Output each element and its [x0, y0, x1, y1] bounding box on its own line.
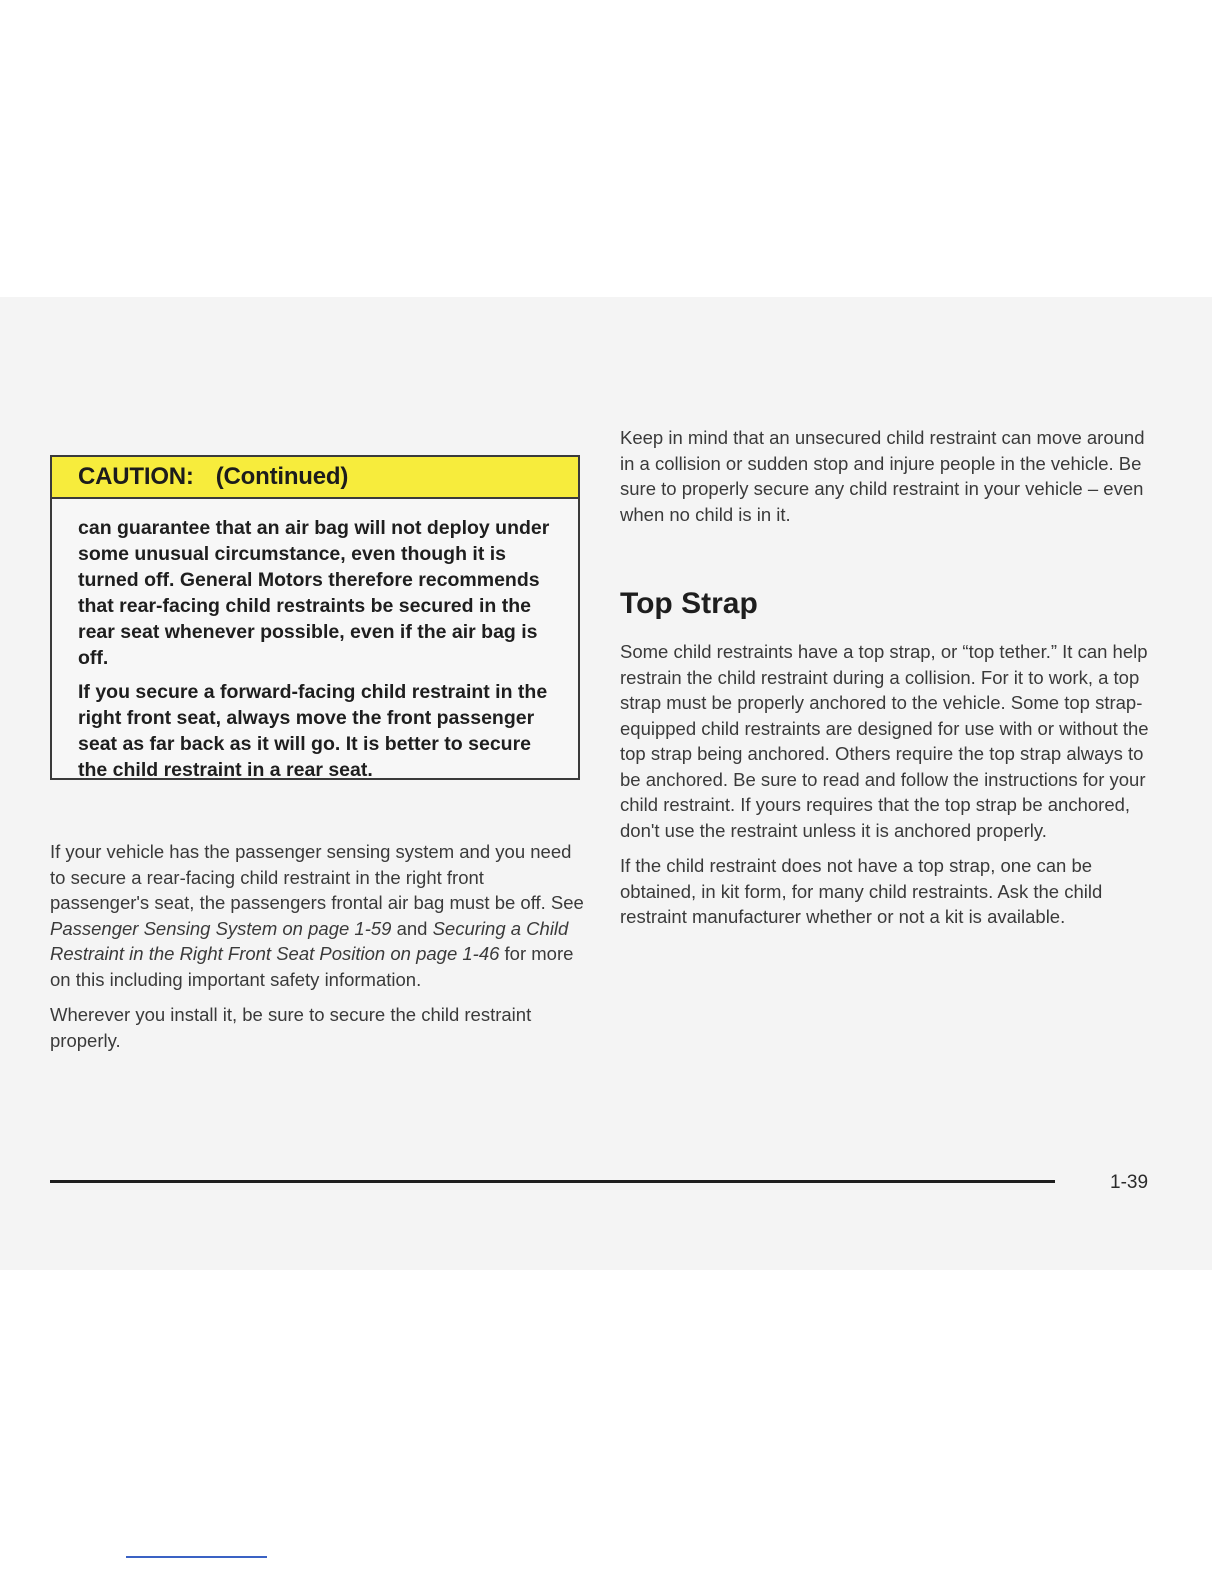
- install-paragraph: Wherever you install it, be sure to secure the child restraint properly.: [50, 1004, 532, 1051]
- text-run: for more on this including important safety information.: [50, 943, 574, 990]
- bottom-rule-line: [126, 1556, 267, 1558]
- caution-header: [52, 457, 578, 499]
- left-body-text: [50, 839, 585, 1063]
- cross-reference-right-front-seat: Securing a Child Restraint in the Right Front Seat Position on page 1-46: [50, 917, 569, 964]
- text-run: and: [391, 917, 433, 939]
- top-strap-body: [620, 639, 1160, 940]
- caution-body: [52, 499, 578, 783]
- caution-paragraph: If you secure a forward-facing child restraint in the right front seat, always move the front passenger seat as far back as it will go. It is better to secure the child restraint in a rear seat.: [78, 681, 548, 781]
- caution-label: CAUTION:: [78, 463, 194, 490]
- passenger-sensing-paragraph: [50, 839, 585, 992]
- section-heading-top-strap: Top Strap: [620, 587, 758, 620]
- cross-reference-passenger-sensing: Passenger Sensing System on page 1-59: [50, 917, 392, 939]
- caution-paragraph: can guarantee that an air bag will not deploy under some unusual circumstance, even though it is turned off. General Motors therefore recommends that rear-facing child restraints be secured in the rear seat whenever possible, even if the air bag is off.: [78, 517, 550, 669]
- right-intro-text: [620, 425, 1160, 537]
- text-run: If your vehicle has the passenger sensing system and you need to secure a rear-facing child restraint in the right front passenger's seat, the passengers frontal air bag must be off. See: [50, 841, 584, 913]
- caution-continued: (Continued): [215, 463, 349, 490]
- caution-box: [50, 455, 580, 780]
- top-strap-kit-paragraph: If the child restraint does not have a top strap, one can be obtained, in kit form, for many child restraints. Ask the child restraint manufacturer whether or not a kit is available.: [620, 855, 1103, 927]
- scanned-page: [0, 297, 1212, 1270]
- unsecured-restraint-paragraph: Keep in mind that an unsecured child restraint can move around in a collision or sudden stop and injure people in the vehicle. Be sure to properly secure any child restraint in your vehicle – even when no child is in it.: [620, 427, 1145, 525]
- top-strap-paragraph: Some child restraints have a top strap, or “top tether.” It can help restrain the child restraint during a collision. For it to work, a top strap must be properly anchored to the vehicle. Some top strap-equipped child restraints are designed for use with or without the top strap being anchored. Others require the top strap always to be anchored. Be sure to read and follow the instructions for your child restraint. If yours requires that the top strap be anchored, don't use the restraint unless it is anchored properly.: [620, 641, 1149, 841]
- footer-rule: [50, 1180, 1055, 1183]
- page-number: 1-39: [1110, 1172, 1149, 1193]
